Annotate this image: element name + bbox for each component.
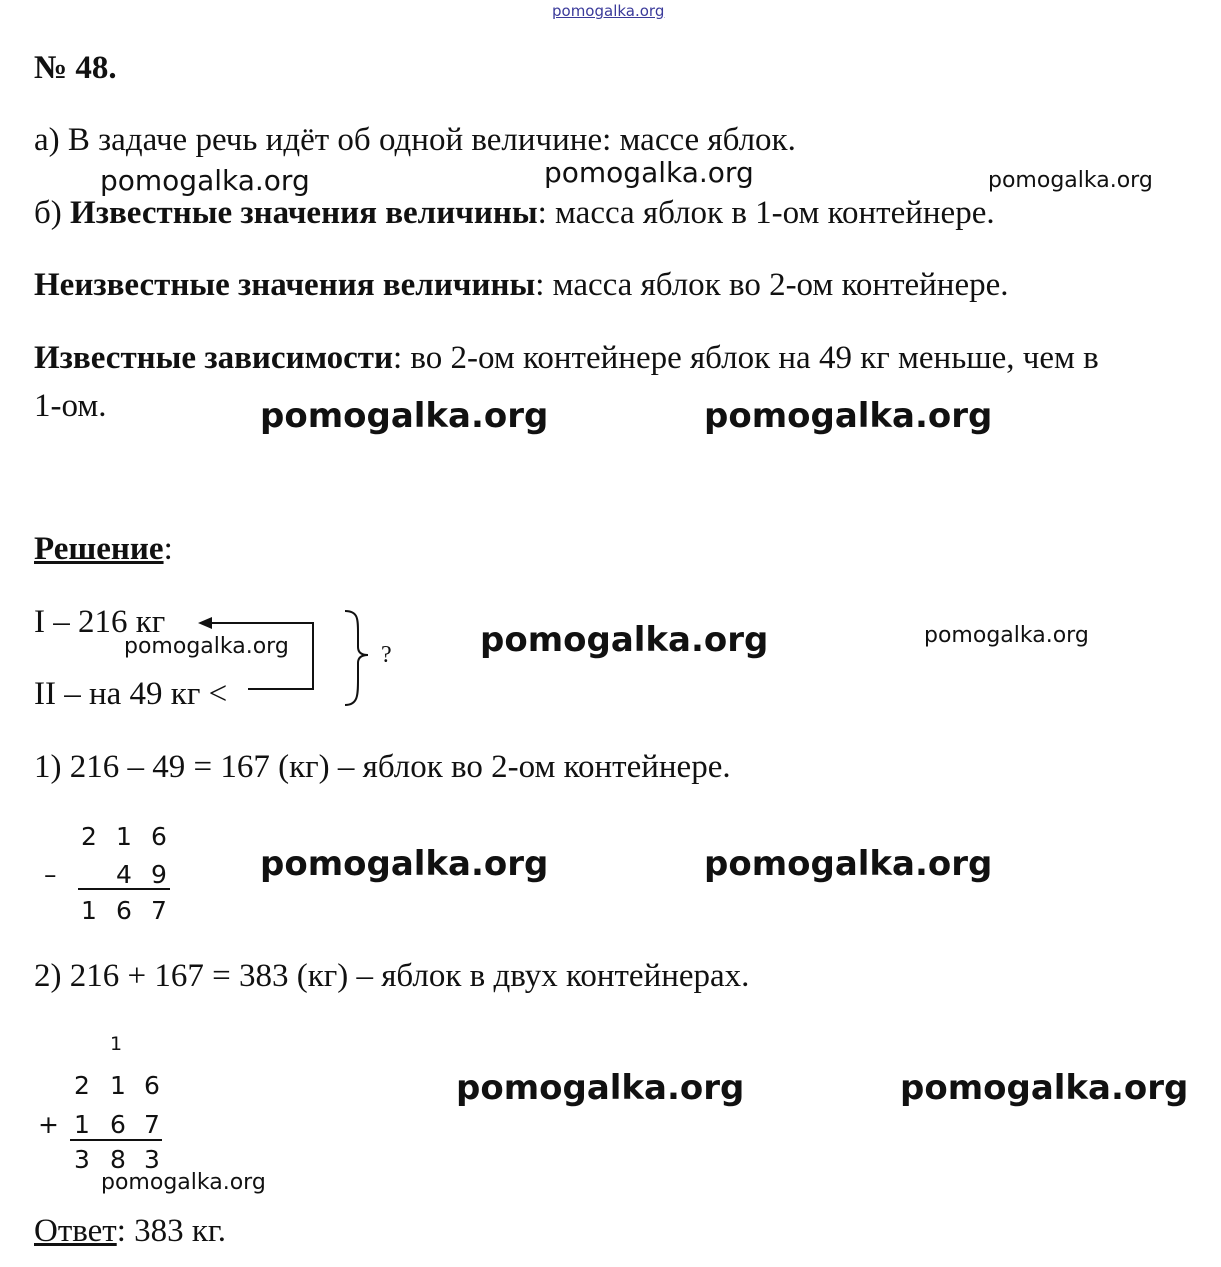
- watermark: pomogalka.org: [101, 1170, 266, 1195]
- scheme-row-2: II – на 49 кг <: [34, 676, 228, 712]
- watermark: pomogalka.org: [704, 844, 993, 884]
- answer-label: Ответ: [34, 1213, 117, 1249]
- calc2-result-digit: 8: [110, 1145, 126, 1174]
- calc1-result-digit: 6: [116, 896, 132, 925]
- calc2-top-digit: 1: [110, 1071, 126, 1100]
- scheme-question: ?: [381, 642, 392, 668]
- solution-heading: [34, 529, 173, 569]
- calc2-bottom-digit: 6: [110, 1110, 126, 1139]
- calc2-operator: +: [38, 1110, 59, 1139]
- scheme-row-1: I – 216 кг: [34, 604, 166, 640]
- calc2-result-digit: 3: [74, 1145, 90, 1174]
- calc2-top-digit: 6: [144, 1071, 160, 1100]
- known-values-text: : масса яблок в 1-ом контейнере.: [537, 195, 995, 231]
- calc1-operator: –: [44, 860, 57, 889]
- known-values-label: Известные значения величины: [70, 195, 538, 231]
- dependencies-text-line2: 1-ом.: [34, 388, 107, 424]
- solution-label: Решение: [34, 531, 164, 567]
- watermark: pomogalka.org: [704, 396, 993, 436]
- watermark: pomogalka.org: [124, 634, 289, 659]
- unknown-values-text: : масса яблок во 2-ом контейнере.: [535, 267, 1009, 303]
- dependencies-label: Известные зависимости: [34, 340, 394, 376]
- known-values-paragraph: [34, 193, 995, 233]
- calc1-divider: [78, 888, 170, 890]
- column-subtraction: [40, 822, 180, 932]
- part-b-prefix: б): [34, 195, 71, 231]
- solution-colon: :: [163, 531, 173, 567]
- calc1-top-digit: 2: [81, 822, 97, 851]
- answer-line: [34, 1211, 226, 1251]
- watermark: pomogalka.org: [988, 168, 1153, 193]
- problem-title: № 48.: [34, 50, 117, 86]
- calc1-bottom-digit: 4: [116, 860, 132, 889]
- watermark-top: pomogalka.org: [552, 2, 665, 20]
- calc2-bottom-digit: 1: [74, 1110, 90, 1139]
- calc1-top-digit: 1: [116, 822, 132, 851]
- dependencies-paragraph: [34, 338, 1099, 378]
- watermark: pomogalka.org: [456, 1068, 745, 1108]
- watermark: pomogalka.org: [544, 156, 754, 189]
- calc2-result-digit: 3: [144, 1145, 160, 1174]
- step-1-text: 1) 216 – 49 = 167 (кг) – яблок во 2-ом контейнере.: [34, 749, 731, 785]
- part-a-text: а) В задаче речь идёт об одной величине: массе яблок.: [34, 122, 796, 158]
- calc2-top-digit: 2: [74, 1071, 90, 1100]
- watermark: pomogalka.org: [900, 1068, 1189, 1108]
- calc1-bottom-digit: 9: [151, 860, 167, 889]
- arrowhead-icon: [198, 617, 212, 629]
- watermark: pomogalka.org: [100, 164, 310, 197]
- unknown-values-label: Неизвестные значения величины: [34, 267, 536, 303]
- calc1-top-digit: 6: [151, 822, 167, 851]
- watermark: pomogalka.org: [480, 620, 769, 660]
- calc2-carry: 1: [110, 1033, 123, 1055]
- calc1-result-digit: 7: [151, 896, 167, 925]
- step-2-text: 2) 216 + 167 = 383 (кг) – яблок в двух контейнерах.: [34, 958, 750, 994]
- watermark: pomogalka.org: [924, 623, 1089, 648]
- curly-brace-icon: [345, 611, 368, 705]
- column-addition: [36, 1033, 176, 1183]
- unknown-values-paragraph: [34, 265, 1009, 305]
- answer-text: : 383 кг.: [116, 1213, 226, 1249]
- calc2-bottom-digit: 7: [144, 1110, 160, 1139]
- watermark: pomogalka.org: [260, 844, 549, 884]
- calc1-result-digit: 1: [81, 896, 97, 925]
- watermark: pomogalka.org: [260, 396, 549, 436]
- dependencies-text-line1: : во 2-ом контейнере яблок на 49 кг меньше, чем в: [393, 340, 1099, 376]
- calc2-divider: [70, 1139, 162, 1141]
- scheme-arrow-diagram: [190, 605, 380, 715]
